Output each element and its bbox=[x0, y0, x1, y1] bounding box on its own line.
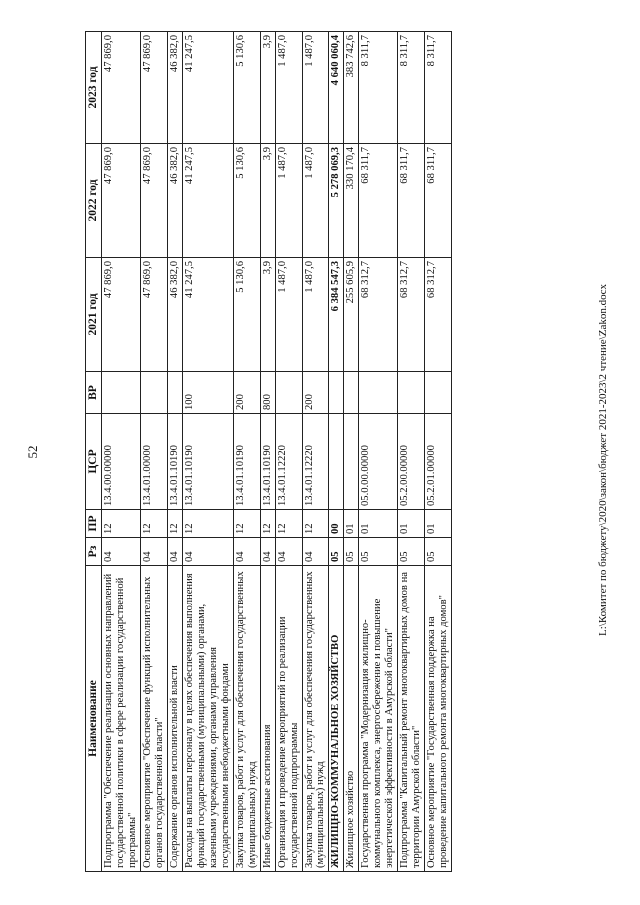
cell-name: Закупка товаров, работ и услуг для обеспечения государственных (муниципальных) нужд bbox=[233, 566, 260, 872]
cell-csr: 05.2.00.00000 bbox=[398, 414, 425, 510]
cell-2022: 1 487,0 bbox=[302, 144, 329, 258]
cell-2021: 6 384 547,3 bbox=[329, 258, 344, 372]
cell-2021: 41 247,5 bbox=[182, 258, 233, 372]
cell-pr: 01 bbox=[359, 510, 398, 538]
cell-vr bbox=[359, 372, 398, 414]
header-2022: 2022 год bbox=[86, 144, 102, 258]
cell-csr: 05.2.01.00000 bbox=[425, 414, 452, 510]
cell-csr: 13.4.01.00000 bbox=[140, 414, 167, 510]
cell-2022: 47 869,0 bbox=[101, 144, 140, 258]
cell-csr: 13.4.01.10190 bbox=[233, 414, 260, 510]
table-row bbox=[302, 32, 329, 872]
cell-rz: 04 bbox=[233, 538, 260, 566]
cell-pr: 01 bbox=[425, 510, 452, 538]
cell-rz: 05 bbox=[329, 538, 344, 566]
cell-vr bbox=[398, 372, 425, 414]
cell-csr bbox=[329, 414, 344, 510]
cell-vr bbox=[275, 372, 302, 414]
cell-pr: 12 bbox=[260, 510, 275, 538]
cell-2023: 5 130,6 bbox=[233, 32, 260, 144]
cell-2023: 8 311,7 bbox=[359, 32, 398, 144]
table-header-row bbox=[86, 32, 102, 872]
cell-vr bbox=[167, 372, 182, 414]
cell-vr: 800 bbox=[260, 372, 275, 414]
cell-2021: 1 487,0 bbox=[275, 258, 302, 372]
table-row bbox=[260, 32, 275, 872]
cell-2022: 68 311,7 bbox=[398, 144, 425, 258]
page-number: 52 bbox=[25, 445, 40, 459]
cell-2023: 1 487,0 bbox=[275, 32, 302, 144]
cell-pr: 12 bbox=[275, 510, 302, 538]
cell-rz: 04 bbox=[275, 538, 302, 566]
cell-csr bbox=[344, 414, 359, 510]
header-csr: ЦСР bbox=[86, 414, 102, 510]
cell-2021: 47 869,0 bbox=[140, 258, 167, 372]
cell-name: Содержание органов исполнительной власти bbox=[167, 566, 182, 872]
cell-rz: 05 bbox=[344, 538, 359, 566]
cell-2023: 1 487,0 bbox=[302, 32, 329, 144]
cell-name: Организация и проведение мероприятий по реализации государственной подпрограммы bbox=[275, 566, 302, 872]
table-row bbox=[140, 32, 167, 872]
cell-vr: 100 bbox=[182, 372, 233, 414]
cell-vr: 200 bbox=[302, 372, 329, 414]
cell-2022: 330 170,4 bbox=[344, 144, 359, 258]
table-row bbox=[101, 32, 140, 872]
cell-2023: 46 382,0 bbox=[167, 32, 182, 144]
table-row bbox=[359, 32, 398, 872]
cell-pr: 12 bbox=[101, 510, 140, 538]
header-pr: ПР bbox=[86, 510, 102, 538]
cell-2021: 255 605,9 bbox=[344, 258, 359, 372]
cell-2023: 47 869,0 bbox=[101, 32, 140, 144]
table-row bbox=[182, 32, 233, 872]
cell-rz: 05 bbox=[359, 538, 398, 566]
cell-2021: 46 382,0 bbox=[167, 258, 182, 372]
cell-vr bbox=[344, 372, 359, 414]
cell-csr: 13.4.01.10190 bbox=[182, 414, 233, 510]
cell-2022: 5 130,6 bbox=[233, 144, 260, 258]
header-rz: Рз bbox=[86, 538, 102, 566]
header-vr: ВР bbox=[86, 372, 102, 414]
cell-2021: 68 312,7 bbox=[359, 258, 398, 372]
table-row bbox=[329, 32, 344, 872]
cell-rz: 05 bbox=[398, 538, 425, 566]
cell-2021: 68 312,7 bbox=[398, 258, 425, 372]
cell-2022: 68 311,7 bbox=[425, 144, 452, 258]
cell-2022: 47 869,0 bbox=[140, 144, 167, 258]
cell-vr bbox=[140, 372, 167, 414]
header-name: Наименование bbox=[86, 566, 102, 872]
cell-rz: 05 bbox=[425, 538, 452, 566]
table-row bbox=[233, 32, 260, 872]
cell-pr: 12 bbox=[182, 510, 233, 538]
cell-2022: 5 278 069,3 bbox=[329, 144, 344, 258]
budget-table bbox=[85, 31, 452, 872]
cell-csr: 13.4.01.10190 bbox=[260, 414, 275, 510]
header-2021: 2021 год bbox=[86, 258, 102, 372]
cell-vr bbox=[329, 372, 344, 414]
cell-2021: 68 312,7 bbox=[425, 258, 452, 372]
cell-vr: 200 bbox=[233, 372, 260, 414]
table-row bbox=[398, 32, 425, 872]
table-row bbox=[167, 32, 182, 872]
cell-pr: 12 bbox=[302, 510, 329, 538]
cell-2021: 47 869,0 bbox=[101, 258, 140, 372]
cell-rz: 04 bbox=[260, 538, 275, 566]
cell-2023: 47 869,0 bbox=[140, 32, 167, 144]
cell-name: Жилищное хозяйство bbox=[344, 566, 359, 872]
cell-2022: 68 311,7 bbox=[359, 144, 398, 258]
cell-csr: 13.4.01.12220 bbox=[275, 414, 302, 510]
cell-name: Иные бюджетные ассигнования bbox=[260, 566, 275, 872]
cell-rz: 04 bbox=[140, 538, 167, 566]
cell-vr bbox=[101, 372, 140, 414]
cell-name: ЖИЛИЩНО-КОММУНАЛЬНОЕ ХОЗЯЙСТВО bbox=[329, 566, 344, 872]
cell-rz: 04 bbox=[101, 538, 140, 566]
cell-pr: 00 bbox=[329, 510, 344, 538]
cell-name: Основное мероприятие "Обеспечение функций исполнительных органов государственной власти" bbox=[140, 566, 167, 872]
cell-name: Основное мероприятие "Государственная поддержка на проведение капитального ремонта многоквартирных домов" bbox=[425, 566, 452, 872]
table-body bbox=[101, 32, 451, 872]
cell-2023: 41 247,5 bbox=[182, 32, 233, 144]
cell-2023: 383 742,6 bbox=[344, 32, 359, 144]
table-row bbox=[275, 32, 302, 872]
cell-name: Подпрограмма "Обеспечение реализации основных направлений государственной политики в сфере реализации государственной программы" bbox=[101, 566, 140, 872]
cell-name: Закупка товаров, работ и услуг для обеспечения государственных (муниципальных) нужд bbox=[302, 566, 329, 872]
cell-2023: 3,9 bbox=[260, 32, 275, 144]
cell-csr: 13.4.01.12220 bbox=[302, 414, 329, 510]
cell-name: Расходы на выплаты персоналу в целях обеспечения выполнения функций государственными (муниципальными) органами, казенными учреждениями, органами управления государственными внебюджетными фондами bbox=[182, 566, 233, 872]
cell-pr: 12 bbox=[140, 510, 167, 538]
cell-vr bbox=[425, 372, 452, 414]
cell-csr: 13.4.01.10190 bbox=[167, 414, 182, 510]
file-path-footer: L:\Комитет по бюджету\2020\закон\бюджет 2021-2023\2 чтение\Zakon.docx bbox=[597, 284, 609, 636]
table-row bbox=[425, 32, 452, 872]
budget-table-container bbox=[85, 32, 612, 872]
cell-rz: 04 bbox=[182, 538, 233, 566]
cell-csr: 13.4.00.00000 bbox=[101, 414, 140, 510]
cell-2022: 1 487,0 bbox=[275, 144, 302, 258]
cell-pr: 01 bbox=[344, 510, 359, 538]
table-row bbox=[344, 32, 359, 872]
cell-2021: 5 130,6 bbox=[233, 258, 260, 372]
cell-name: Государственная программа "Модернизация жилищно-коммунального комплекса, энергосбережение и повышение энергетической эффективности в Амурской области" bbox=[359, 566, 398, 872]
cell-rz: 04 bbox=[302, 538, 329, 566]
cell-rz: 04 bbox=[167, 538, 182, 566]
cell-2022: 3,9 bbox=[260, 144, 275, 258]
cell-name: Подпрограмма "Капитальный ремонт многоквартирных домов на территории Амурской области" bbox=[398, 566, 425, 872]
cell-2022: 41 247,5 bbox=[182, 144, 233, 258]
cell-pr: 12 bbox=[233, 510, 260, 538]
cell-2021: 1 487,0 bbox=[302, 258, 329, 372]
cell-2022: 46 382,0 bbox=[167, 144, 182, 258]
cell-2023: 8 311,7 bbox=[425, 32, 452, 144]
header-2023: 2023 год bbox=[86, 32, 102, 144]
cell-pr: 12 bbox=[167, 510, 182, 538]
cell-csr: 05.0.00.00000 bbox=[359, 414, 398, 510]
cell-2023: 8 311,7 bbox=[398, 32, 425, 144]
cell-2023: 4 640 060,4 bbox=[329, 32, 344, 144]
cell-2021: 3,9 bbox=[260, 258, 275, 372]
cell-pr: 01 bbox=[398, 510, 425, 538]
